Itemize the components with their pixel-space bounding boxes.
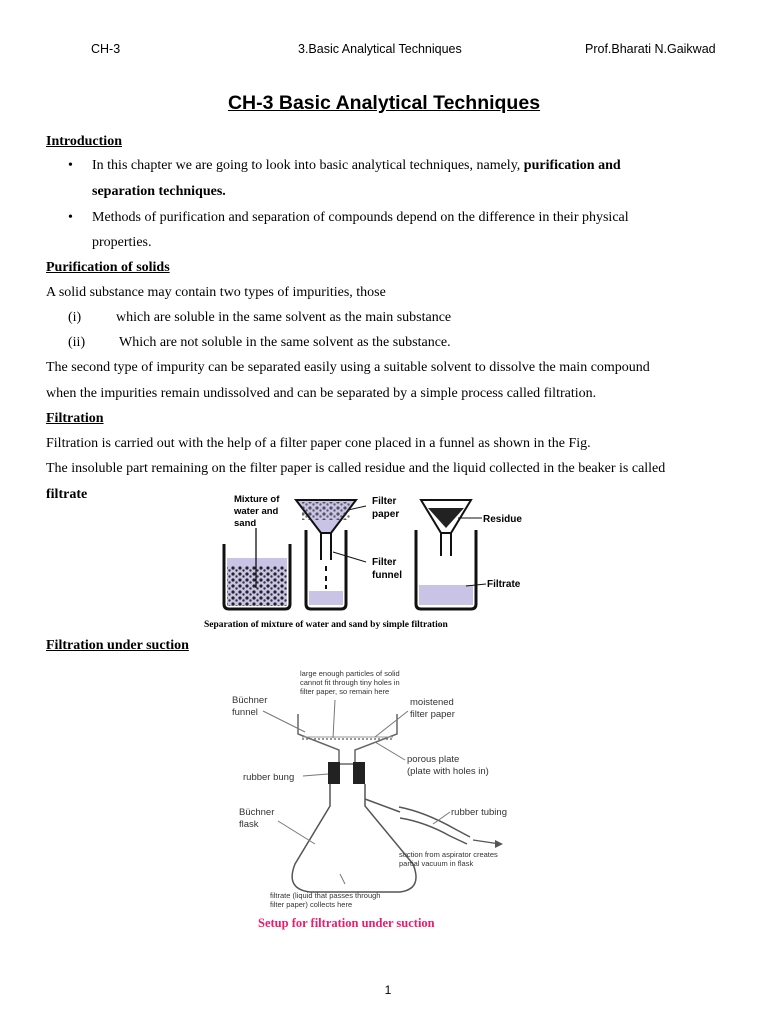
suction-heading: Filtration under suction xyxy=(46,638,189,653)
list-item-2: Which are not soluble in the same solvent as the substance. xyxy=(119,335,451,350)
label-buchner-funnel-1: Büchner xyxy=(232,695,268,706)
page-number: 1 xyxy=(384,983,392,997)
note-particles-1: large enough particles of solid xyxy=(300,669,400,678)
page-title: CH-3 Basic Analytical Techniques xyxy=(227,92,541,114)
header-chapter: CH-3 xyxy=(91,42,121,56)
intro-bullet-2: Methods of purification and separation of compounds depend on the difference in their physical xyxy=(92,210,629,225)
label-filtrate: Filtrate xyxy=(487,579,521,590)
label-moistened-1: moistened xyxy=(410,697,454,708)
figure2-caption: Setup for filtration under suction xyxy=(258,916,435,930)
label-filter-funnel-1: Filter xyxy=(372,557,397,568)
filtration-line3: filtrate xyxy=(46,487,88,502)
label-residue: Residue xyxy=(483,514,522,525)
purification-intro: A solid substance may contain two types of impurities, those xyxy=(46,285,386,300)
suction-filtration-figure xyxy=(225,664,525,940)
note-particles-2: cannot fit through tiny holes in xyxy=(300,678,400,687)
beaker-mixture xyxy=(224,528,290,609)
intro-bullet-1 xyxy=(92,158,621,174)
filtration-heading: Filtration xyxy=(46,411,104,426)
label-rubber-tubing: rubber tubing xyxy=(451,807,507,818)
intro-heading: Introduction xyxy=(46,134,122,149)
funnel-residue xyxy=(416,500,476,609)
label-moistened-2: filter paper xyxy=(410,709,455,720)
note-particles-3: filter paper, so remain here xyxy=(300,687,390,696)
purification-heading: Purification of solids xyxy=(46,260,170,275)
list-item-1: which are soluble in the same solvent as the main substance xyxy=(116,310,452,325)
rubber-bung xyxy=(328,762,365,784)
label-rubber-bung: rubber bung xyxy=(243,772,295,783)
note-filtrate-2: filter paper) collects here xyxy=(270,900,353,909)
intro-bullet-1-bold: purification and xyxy=(523,158,621,173)
label-filter-paper-1: Filter xyxy=(372,496,397,507)
list-number-1: (i) xyxy=(68,310,82,325)
buchner-flask xyxy=(292,784,416,892)
simple-filtration-figure xyxy=(196,488,526,633)
figure1-caption: Separation of mixture of water and sand by simple filtration xyxy=(204,620,448,630)
buchner-funnel xyxy=(298,714,397,764)
intro-bullet-1-text: In this chapter we are going to look into basic analytical techniques, namely, xyxy=(92,158,524,173)
funnel-filtering xyxy=(296,500,356,609)
list-number-2: (ii) xyxy=(68,335,86,350)
bullet: • xyxy=(68,210,73,225)
header-author: Prof.Bharati N.Gaikwad xyxy=(585,42,716,56)
intro-bullet-2-cont: properties. xyxy=(92,235,152,250)
label-buchner-flask-1: Büchner xyxy=(239,807,275,818)
label-filter-paper-2: paper xyxy=(372,509,400,520)
label-buchner-flask-2: flask xyxy=(239,819,259,830)
intro-bullet-1-bold-cont: separation techniques. xyxy=(92,184,226,199)
label-buchner-funnel-2: funnel xyxy=(232,707,258,718)
purification-para-line2: when the impurities remain undissolved and can be separated by a simple process called filtration. xyxy=(46,386,597,401)
filtration-line1: Filtration is carried out with the help of a filter paper cone placed in a funnel as shown in the Fig. xyxy=(46,436,591,451)
label-mixture-1: Mixture of xyxy=(234,494,280,505)
filtration-line2: The insoluble part remaining on the filter paper is called residue and the liquid collected in the beaker is called xyxy=(46,461,666,476)
label-porous-1: porous plate xyxy=(407,754,460,765)
label-filter-funnel-2: funnel xyxy=(372,570,402,581)
label-porous-2: (plate with holes in) xyxy=(407,766,489,777)
purification-para-line1: The second type of impurity can be separated easily using a suitable solvent to dissolve the main compound xyxy=(46,360,650,375)
header-topic: 3.Basic Analytical Techniques xyxy=(298,42,462,56)
label-mixture-2: water and xyxy=(234,506,279,517)
label-mixture-3: sand xyxy=(234,518,257,529)
note-suction-1: suction from aspirator creates xyxy=(399,850,498,859)
note-suction-2: partial vacuum in flask xyxy=(399,859,474,868)
note-filtrate-1: filtrate (liquid that passes through xyxy=(270,891,381,900)
bullet: • xyxy=(68,158,73,173)
